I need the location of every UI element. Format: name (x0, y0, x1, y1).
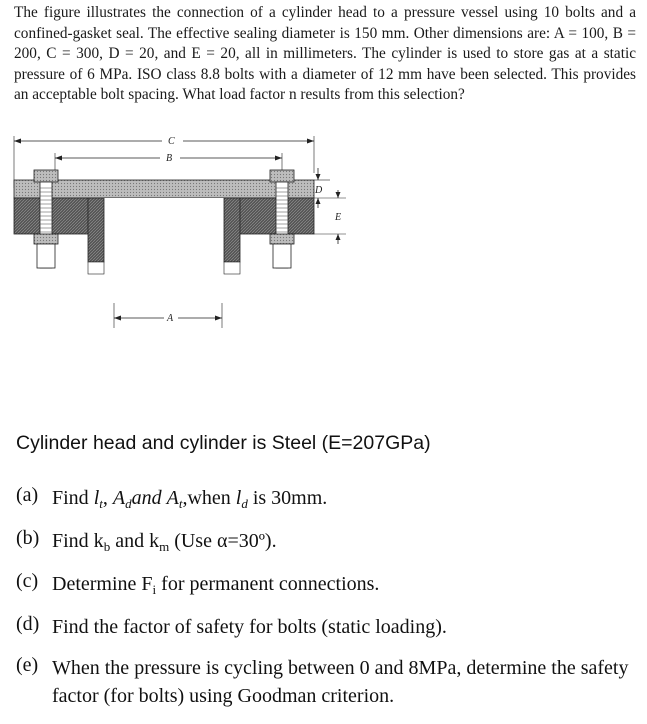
dimension-e (314, 190, 346, 244)
question-text: Find $l_t$, $A_dand$ $A_t,when$ $l_d$ is 30mm. (52, 487, 328, 511)
question-label: (b) (16, 527, 40, 549)
question-text: Find the factor of safety for bolts (static loading). (52, 616, 447, 638)
question-e (16, 654, 641, 710)
question-text: When the pressure is cycling between 0 and 8MPa, determine the safety factor (for bolts) using Goodman criterion. (52, 657, 629, 707)
label-d: D (315, 185, 323, 196)
question-d (16, 613, 447, 641)
question-text: Determine $F_i$ for permanent connections. (52, 573, 380, 597)
problem-statement: The figure illustrates the connection of a cylinder head to a pressure vessel using 10 bolts and a confined-gasket seal. The effective sealing diameter is 150 mm. Other dimensions are: A = 100, B = 200, C = 300, D = 20, and E = 20, all in millimeters. The cylinder is used to store gas at a static pressure of 6 MPa. ISO class 8.8 bolts with a diameter of 12 mm have been selected. This provides an acceptable bolt spacing. What load factor n results from this selection? (14, 4, 636, 104)
label-b: B (166, 153, 173, 164)
question-label: (d) (16, 613, 40, 635)
dimension-b (55, 153, 282, 164)
label-e: E (335, 212, 342, 223)
question-a (16, 484, 327, 518)
label-a: A (167, 313, 174, 324)
dimension-a (114, 303, 222, 328)
question-text: Find $k_b$ and $k_m$ (Use α=30º). (52, 530, 277, 554)
dimension-c (14, 136, 314, 147)
question-label: (c) (16, 570, 39, 592)
material-note: Cylinder head and cylinder is Steel (E=207GPa) (16, 432, 431, 454)
dimension-d (314, 168, 330, 208)
cylinder-head (14, 180, 314, 198)
bolted-joint-figure (0, 128, 647, 358)
label-c: C (168, 136, 175, 147)
question-b (16, 527, 277, 561)
cylinder-flange (14, 198, 314, 274)
question-c (16, 570, 379, 604)
question-label: (e) (16, 654, 39, 676)
question-label: (a) (16, 484, 39, 506)
